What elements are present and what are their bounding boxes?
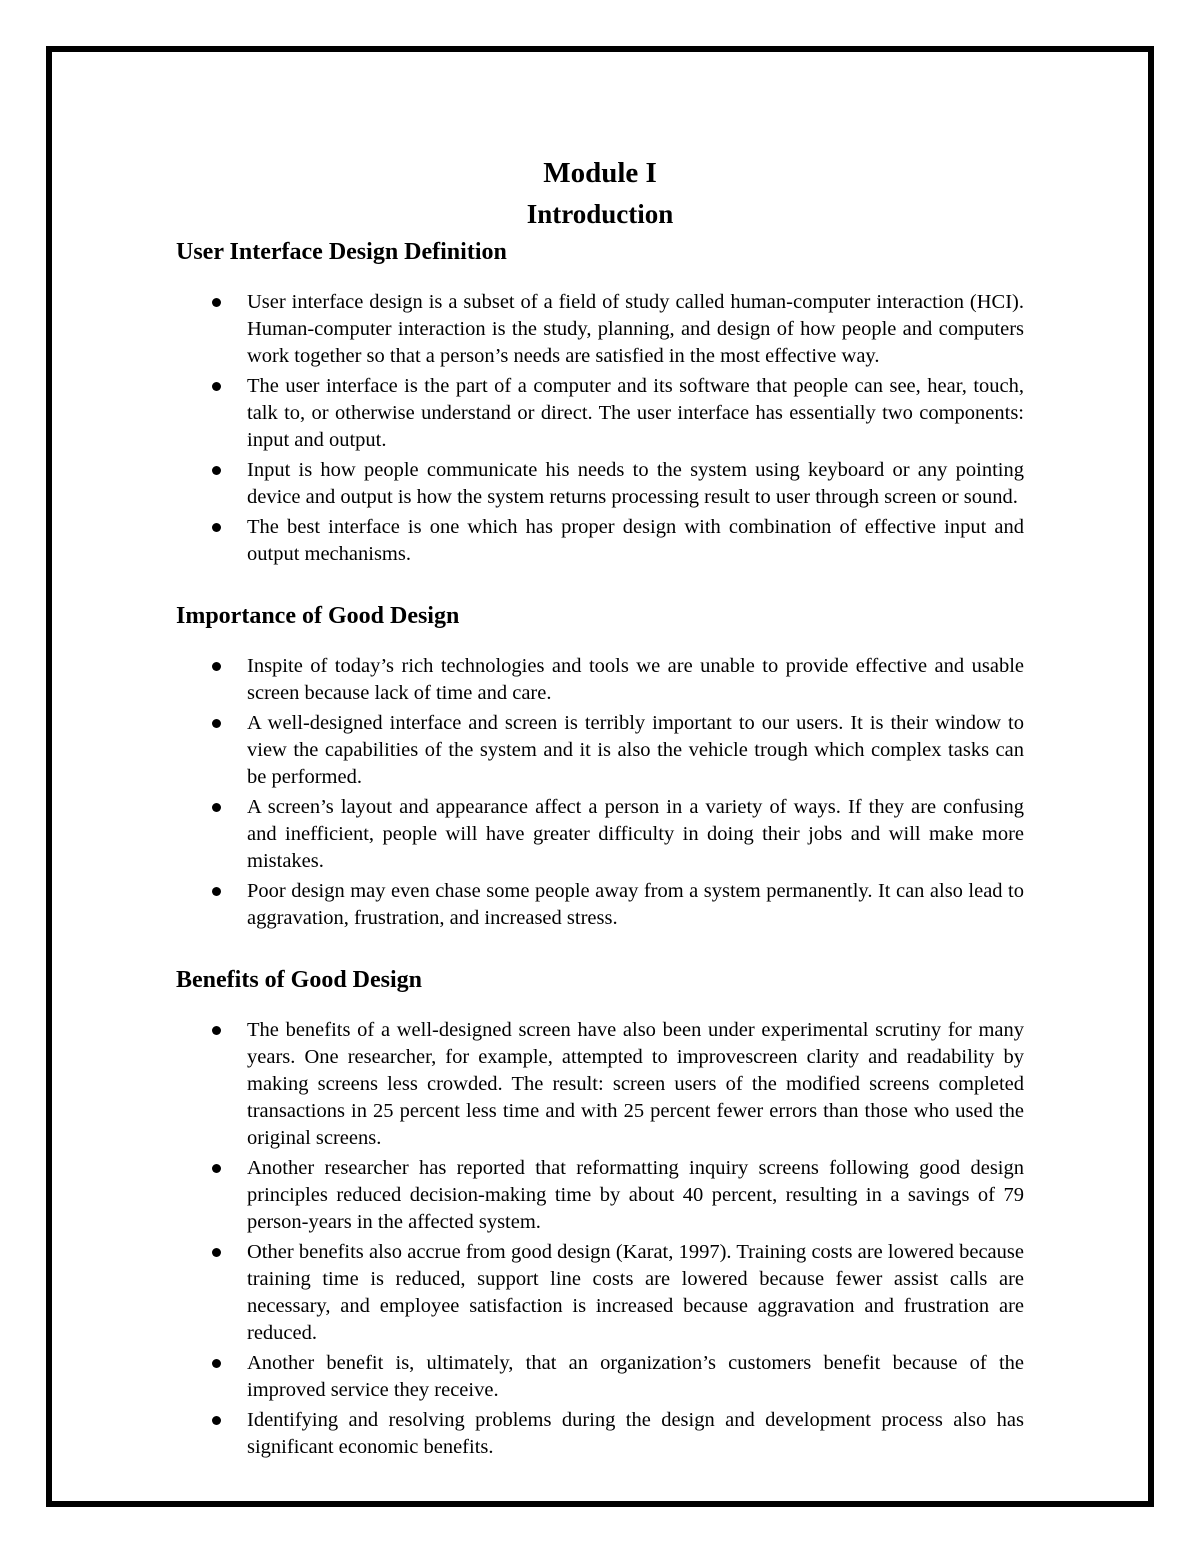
list-item (176, 710, 1024, 791)
list-item (176, 514, 1024, 568)
bullet-icon (212, 523, 221, 532)
module-subtitle: Introduction (526, 199, 674, 229)
bullet-icon (212, 719, 221, 728)
list-item-text: Input is how people communicate his needs to the system using keyboard or any pointing device and output is how the system returns processing result to user through screen or sound. (247, 459, 1024, 508)
bullet-icon (212, 1164, 221, 1173)
bullet-icon (212, 1416, 221, 1425)
list-item (176, 1350, 1024, 1404)
list-item-text: Poor design may even chase some people away from a system permanently. It can also lead to aggravation, frustration, and increased stress. (247, 880, 1024, 929)
list-item (176, 373, 1024, 454)
list-item-text: The benefits of a well-designed screen have also been under experimental scrutiny for many years. One researcher, for example, attempted to improvescreen clarity and readability by making screens less crowded. The result: screen users of the modified screens completed transactions in 25 percent less time and with 25 percent fewer errors than those who used the original screens. (247, 1019, 1024, 1149)
list-item-text: A well-designed interface and screen is terribly important to our users. It is their window to view the capabilities of the system and it is also the vehicle trough which complex tasks can be performed. (247, 712, 1024, 788)
document-body (176, 155, 1024, 1464)
list-item-text: Identifying and resolving problems during the design and development process also has significant economic benefits. (247, 1409, 1024, 1458)
module-title: Module I (543, 157, 657, 189)
list-item (176, 878, 1024, 932)
bullet-icon (212, 803, 221, 812)
section-heading-benefits-of-good-design: Benefits of Good Design (176, 967, 422, 993)
list-item (176, 1407, 1024, 1461)
bullet-icon (212, 382, 221, 391)
list-item-text: Other benefits also accrue from good design (Karat, 1997). Training costs are lowered because training time is reduced, support line costs are lowered because fewer assist calls are necessary, and employee satisfaction is increased because aggravation and frustration are reduced. (247, 1241, 1024, 1344)
list-item (176, 1017, 1024, 1152)
bullet-icon (212, 887, 221, 896)
list-item-text: Another benefit is, ultimately, that an organization’s customers benefit because of the improved service they receive. (247, 1352, 1024, 1401)
bullet-icon (212, 466, 221, 475)
list-item (176, 794, 1024, 875)
list-item-text: Another researcher has reported that reformatting inquiry screens following good design principles reduced decision-making time by about 40 percent, resulting in a savings of 79 person-years in the affected system. (247, 1157, 1024, 1233)
section-heading-importance-of-good-design: Importance of Good Design (176, 603, 460, 629)
bullet-icon (212, 1026, 221, 1035)
bullet-list-ui-design-definition (176, 289, 1024, 568)
list-item (176, 289, 1024, 370)
list-item-text: The user interface is the part of a computer and its software that people can see, hear, touch, talk to, or otherwise understand or direct. The user interface has essentially two components: input and output. (247, 375, 1024, 451)
list-item-text: The best interface is one which has proper design with combination of effective input and output mechanisms. (247, 516, 1024, 565)
bullet-icon (212, 298, 221, 307)
list-item (176, 457, 1024, 511)
list-item (176, 1239, 1024, 1347)
bullet-icon (212, 662, 221, 671)
list-item-text: A screen’s layout and appearance affect a person in a variety of ways. If they are confusing and inefficient, people will have greater difficulty in doing their jobs and will make more mistakes. (247, 796, 1024, 872)
bullet-list-importance-of-good-design (176, 653, 1024, 932)
section-heading-ui-design-definition: User Interface Design Definition (176, 239, 507, 265)
bullet-icon (212, 1248, 221, 1257)
list-item-text: User interface design is a subset of a field of study called human-computer interaction (HCI). Human-computer interaction is the study, planning, and design of how people and computers work together so that a person’s needs are satisfied in the most effective way. (247, 291, 1024, 367)
list-item (176, 653, 1024, 707)
bullet-list-benefits-of-good-design (176, 1017, 1024, 1461)
list-item (176, 1155, 1024, 1236)
bullet-icon (212, 1359, 221, 1368)
list-item-text: Inspite of today’s rich technologies and tools we are unable to provide effective and usable screen because lack of time and care. (247, 655, 1024, 704)
